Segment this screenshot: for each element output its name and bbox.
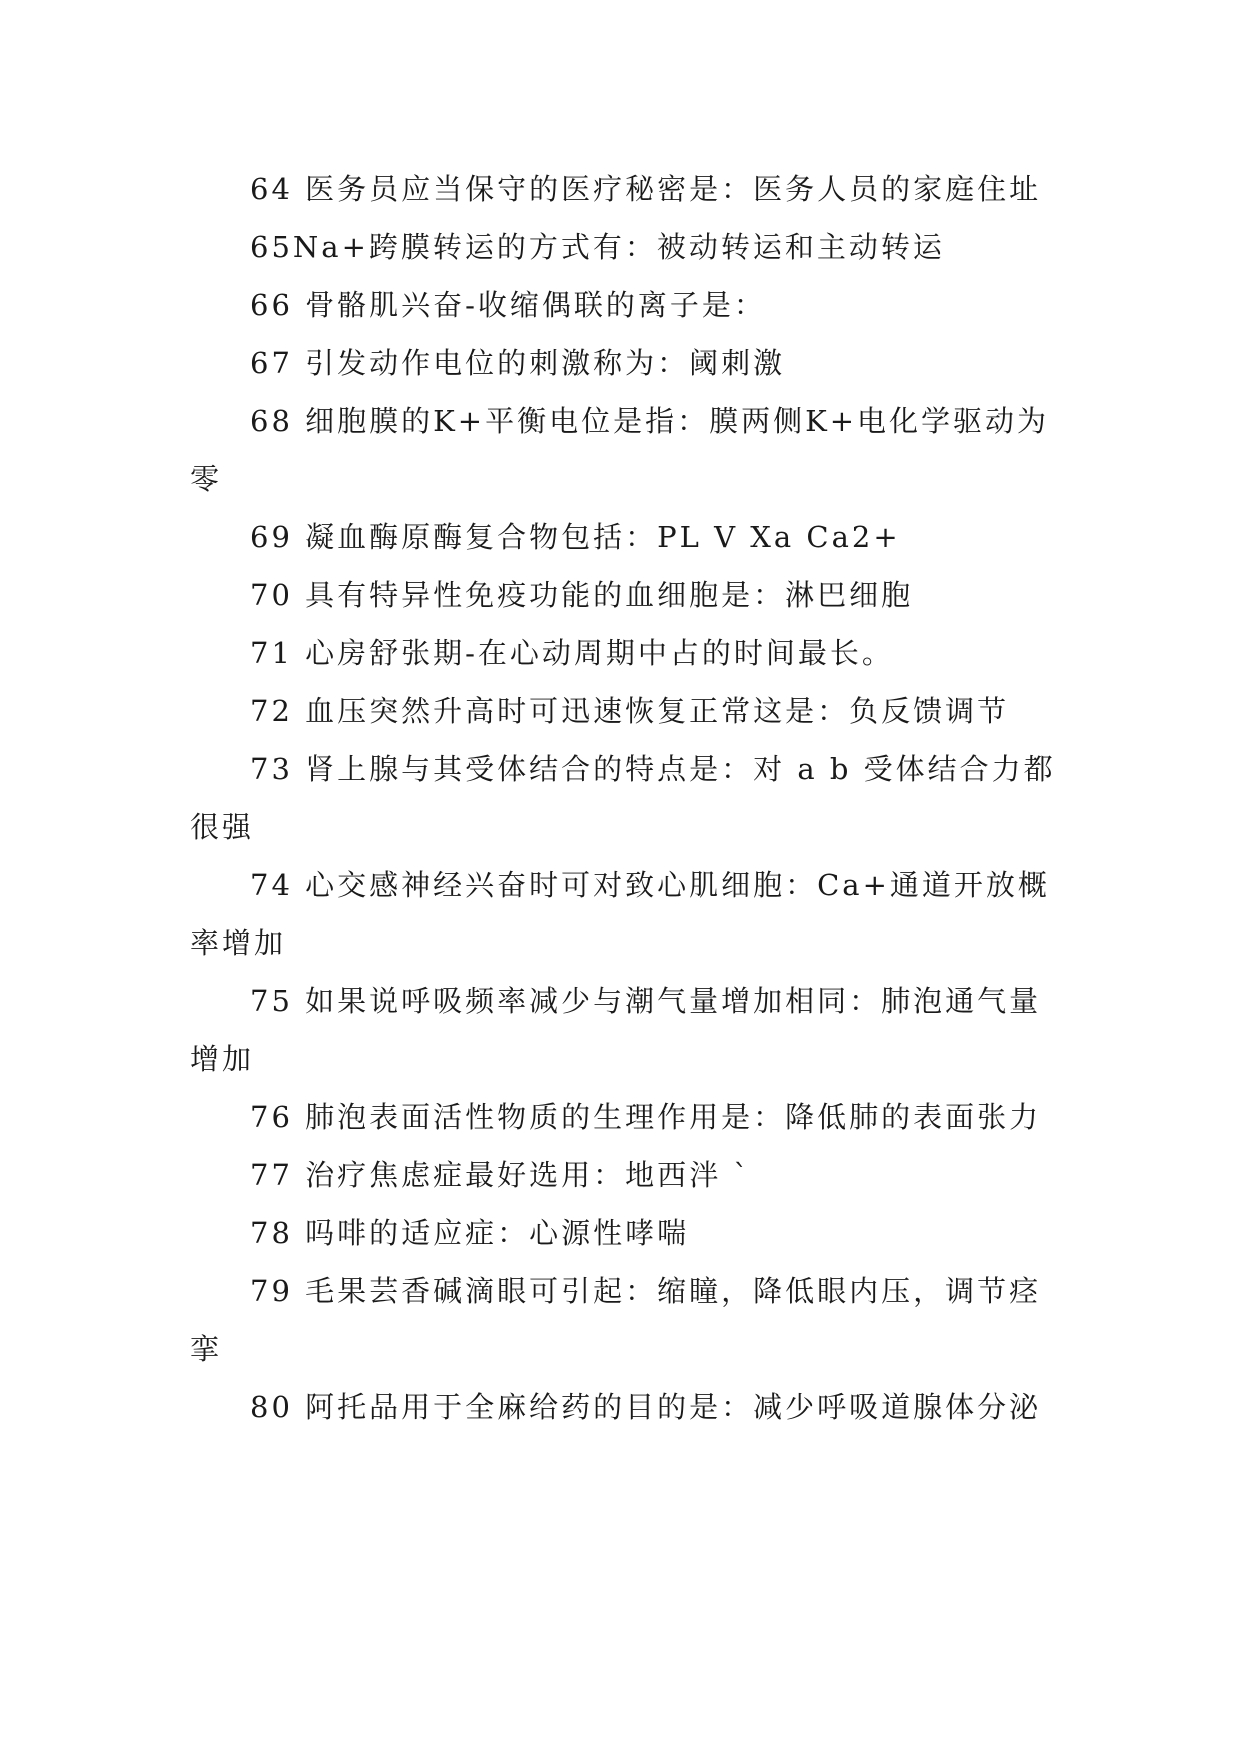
list-item: 75 如果说呼吸频率减少与潮气量增加相同：肺泡通气量增加 <box>190 984 1042 1076</box>
list-item: 71 心房舒张期-在心动周期中占的时间最长。 <box>250 636 894 670</box>
list-item: 76 肺泡表面活性物质的生理作用是：降低肺的表面张力 <box>250 1100 1042 1134</box>
list-item: 65Na+跨膜转运的方式有：被动转运和主动转运 <box>250 230 945 264</box>
list-item: 79 毛果芸香碱滴眼可引起：缩瞳，降低眼内压，调节痉挛 <box>190 1274 1042 1366</box>
list-item: 67 引发动作电位的刺激称为：阈刺激 <box>250 346 786 380</box>
list-item: 70 具有特异性免疫功能的血细胞是：淋巴细胞 <box>250 578 914 612</box>
list-item: 78 吗啡的适应症：心源性哮喘 <box>250 1216 690 1250</box>
list-item: 68 细胞膜的K+平衡电位是指：膜两侧K+电化学驱动为零 <box>190 404 1050 496</box>
list-item: 77 治疗焦虑症最好选用：地西泮 ` <box>250 1158 751 1192</box>
list-item: 69 凝血酶原酶复合物包括：PL V Xa Ca2+ <box>250 520 901 554</box>
list-item: 64 医务员应当保守的医疗秘密是：医务人员的家庭住址 <box>250 172 1042 206</box>
list-item: 72 血压突然升高时可迅速恢复正常这是：负反馈调节 <box>250 694 1010 728</box>
document-body <box>190 160 1060 1436</box>
list-item: 74 心交感神经兴奋时可对致心肌细胞：Ca+通道开放概率增加 <box>190 868 1050 960</box>
list-item: 80 阿托品用于全麻给药的目的是：减少呼吸道腺体分泌 <box>250 1390 1042 1424</box>
list-item: 66 骨骼肌兴奋-收缩偶联的离子是： <box>250 288 766 322</box>
list-item: 73 肾上腺与其受体结合的特点是：对 a b 受体结合力都很强 <box>190 752 1056 844</box>
